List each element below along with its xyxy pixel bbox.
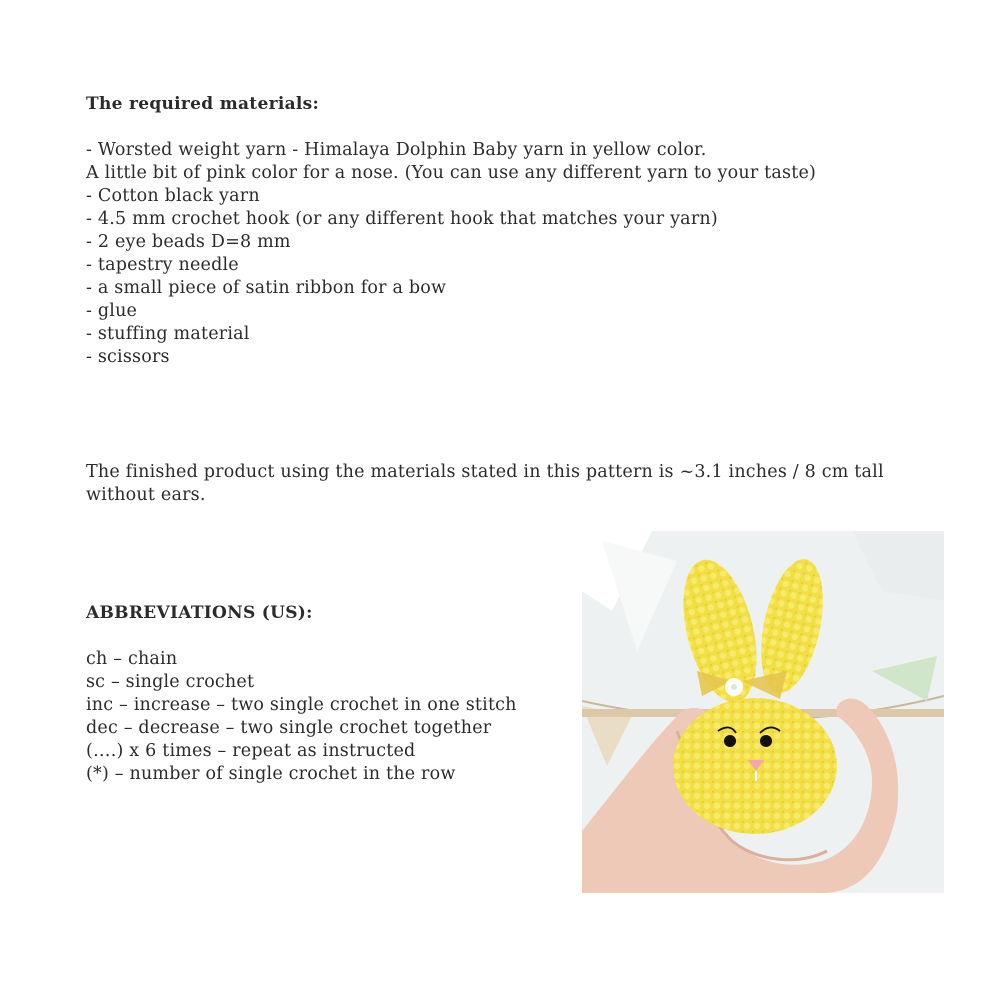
materials-item: - glue xyxy=(86,301,138,321)
materials-item: - Worsted weight yarn - Himalaya Dolphin Baby yarn in yellow color. xyxy=(86,140,707,160)
abbreviation-item: ch – chain xyxy=(86,649,178,669)
materials-item: - 4.5 mm crochet hook (or any different hook that matches your yarn) xyxy=(86,209,718,229)
abbreviations-heading: ABBREVIATIONS (US): xyxy=(86,603,313,623)
abbreviation-item: inc – increase – two single crochet in one stitch xyxy=(86,695,517,715)
materials-item: - tapestry needle xyxy=(86,255,239,275)
materials-item: - scissors xyxy=(86,347,170,367)
materials-item: - a small piece of satin ribbon for a bow xyxy=(86,278,447,298)
materials-item: - 2 eye beads D=8 mm xyxy=(86,232,291,252)
crochet-bunny-photo xyxy=(582,531,944,893)
abbreviation-item: dec – decrease – two single crochet together xyxy=(86,718,492,738)
materials-item: A little bit of pink color for a nose. (You can use any different yarn to your taste) xyxy=(86,163,817,183)
abbreviation-item: (….) x 6 times – repeat as instructed xyxy=(86,741,416,761)
materials-heading: The required materials: xyxy=(86,94,320,114)
materials-item: - Cotton black yarn xyxy=(86,186,260,206)
materials-item: - stuffing material xyxy=(86,324,250,344)
abbreviation-item: sc – single crochet xyxy=(86,672,255,692)
abbreviation-item: (*) – number of single crochet in the row xyxy=(86,764,456,784)
finished-size-note: The finished product using the materials stated in this pattern is ~3.1 inches / 8 cm tall without ears. xyxy=(86,462,884,505)
